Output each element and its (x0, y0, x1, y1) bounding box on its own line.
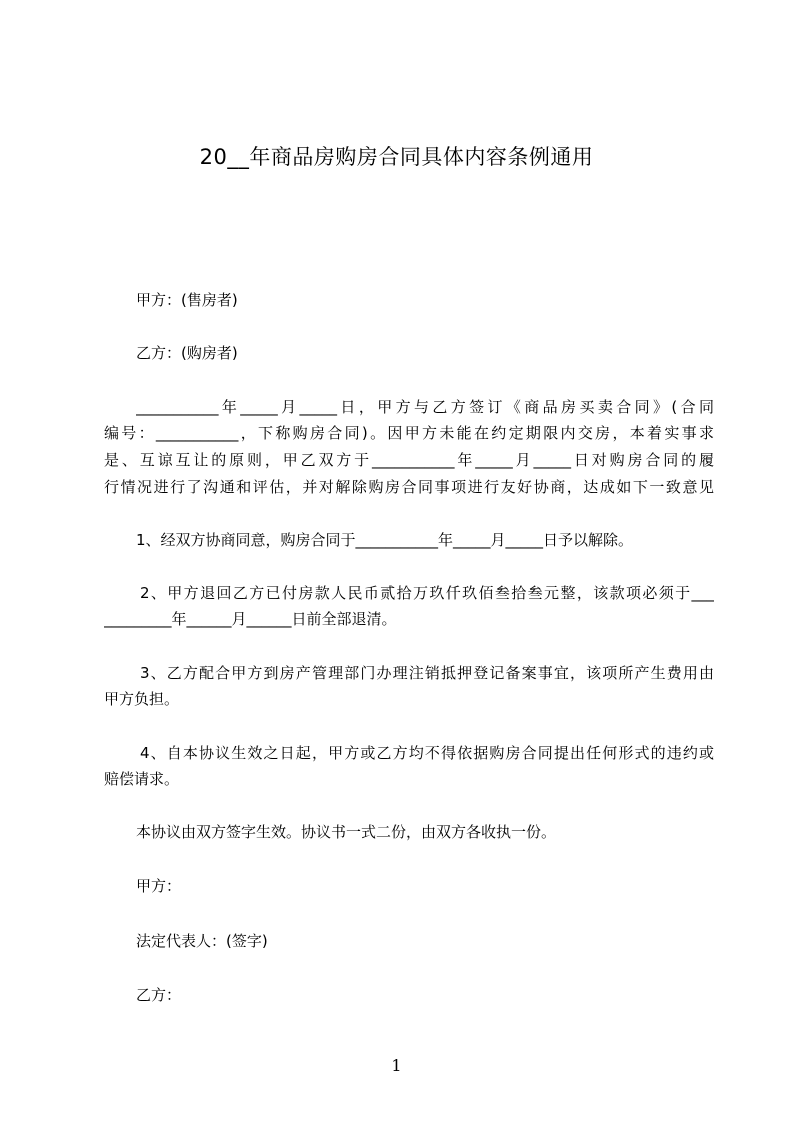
clause-4-line-2: 赔偿请求。 (104, 770, 180, 788)
page-number: 1 (391, 1056, 402, 1075)
party-a-seller: 甲方：(售房者) (136, 291, 238, 309)
sign-party-a: 甲方： (136, 877, 182, 895)
clause-3-line-1: 3、乙方配合甲方到房产管理部门办理注销抵押登记备案事宜，该项所产生费用由 (140, 664, 714, 682)
party-b-buyer: 乙方：(购房者) (136, 344, 238, 362)
effect-statement: 本协议由双方签字生效。协议书一式二份，由双方各收执一份。 (136, 823, 557, 841)
clause-3-line-2: 甲方负担。 (104, 690, 180, 708)
sign-legal-representative: 法定代表人：(签字) (136, 932, 268, 950)
clause-2-line-1: 2、甲方退回乙方已付房款人民币贰拾万玖仟玖佰叁拾叁元整，该款项必须于___ (140, 584, 714, 602)
clause-4-line-1: 4、自本协议生效之日起，甲方或乙方均不得依据购房合同提出任何形式的违约或 (140, 744, 714, 762)
sign-party-b: 乙方： (136, 986, 182, 1004)
document-title: 20__年商品房购房合同具体内容条例通用 (199, 145, 594, 169)
clause-2-line-2: _________年______月______日前全部退清。 (104, 610, 397, 628)
intro-line-3: 是、互谅互让的原则，甲乙双方于___________年_____月_____日对购房合同的履 (104, 451, 714, 469)
clause-1: 1、经双方协商同意，购房合同于___________年_____月_____日予以解除。 (136, 531, 634, 549)
intro-line-2: 编号：___________，下称购房合同)。因甲方未能在约定期限内交房，本着实事求 (104, 424, 714, 442)
intro-line-1: ___________年_____月_____日，甲方与乙方签订《商品房买卖合同》(合同 (136, 398, 714, 416)
intro-line-4: 行情况进行了沟通和评估，并对解除购房合同事项进行友好协商，达成如下一致意见 (104, 478, 714, 496)
